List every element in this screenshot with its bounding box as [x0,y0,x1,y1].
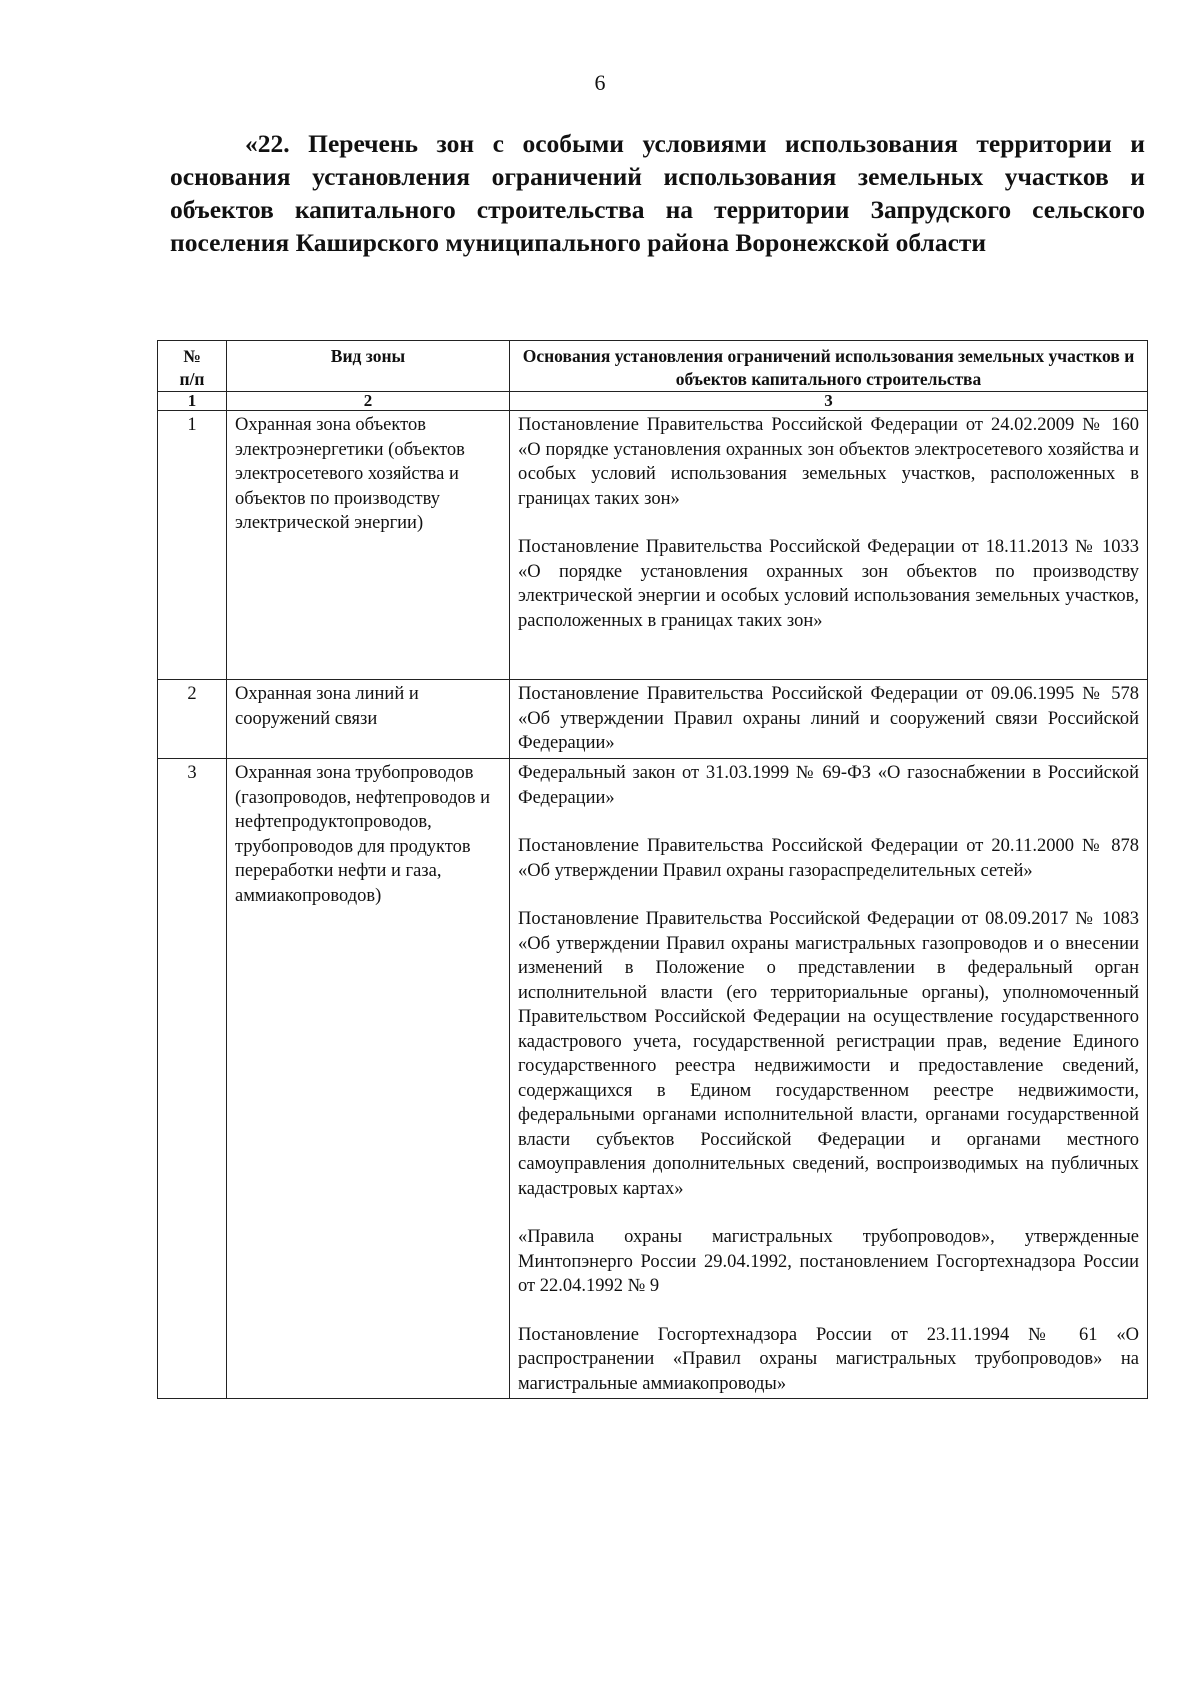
column-number: 1 [158,392,227,411]
column-number: 2 [227,392,510,411]
legal-basis [510,411,1148,680]
table-header-row [158,341,1148,392]
basis-item: Федеральный закон от 31.03.1999 № 69-ФЗ «О газоснабжении в Российской Федерации» [518,763,1139,808]
row-number: 3 [158,759,227,1399]
table-row [158,680,1148,759]
zone-type: Охранная зона линий и сооружений связи [227,680,510,759]
zone-type: Охранная зона трубопроводов (газопроводов, нефтепроводов и нефтепродуктопроводов, трубопроводов для продуктов переработки нефти и газа, аммиакопроводов) [227,759,510,1399]
header-num [158,341,227,392]
table-row [158,759,1148,1399]
basis-item: «Правила охраны магистральных трубопроводов», утвержденные Минтопэнерго России 29.04.1992, постановлением Госгортехнадзора России от 22.04.1992 № 9 [518,1227,1139,1296]
basis-item: Постановление Правительства Российской Федерации от 20.11.2000 № 878 «Об утверждении Правил охраны газораспределительных сетей» [518,836,1139,881]
legal-basis [510,759,1148,1399]
basis-item: Постановление Правительства Российской Федерации от 08.09.2017 № 1083 «Об утверждении Правил охраны магистральных газопроводов и о внесении изменений в Положение о представлении в федеральный орган исполнительной власти (его территориальные органы), уполномоченный Правительством Российской Федерации на осуществление государственного кадастрового учета, государственной регистрации прав, ведение Единого государственного реестра недвижимости и предоставление сведений, содержащихся в Едином государственном реестре недвижимости, федеральными органами исполнительной власти, органами государственной власти субъектов Российской Федерации и органами местного самоуправления дополнительных сведений, воспроизводимых на публичных кадастровых картах» [518,909,1139,1199]
column-numbers-row [158,392,1148,411]
section-heading: «22. Перечень зон с особыми условиями использования территории и основания установления ограничений использования земельных участков и объектов капитального строительства на территории Запрудского сельского поселения Каширского муниципального района Воронежской области [170,129,1145,257]
zones-table [157,340,1148,1399]
basis-item: Постановление Госгортехнадзора России от 23.11.1994 № 61 «О распространении «Правил охраны магистральных трубопроводов» на магистральные аммиакопроводы» [518,1324,1139,1394]
table-row [158,411,1148,680]
basis-item: Постановление Правительства Российской Федерации от 18.11.2013 № 1033 «О порядке установления охранных зон объектов по производству электрической энергии и особых условий использования земельных участков, расположенных в границах таких зон» [518,537,1139,631]
row-number: 2 [158,680,227,759]
column-number: 3 [510,392,1148,411]
header-basis: Основания установления ограничений использования земельных участков и объектов капитального строительства [510,341,1148,392]
zone-type: Охранная зона объектов электроэнергетики (объектов электросетевого хозяйства и объектов по производству электрической энергии) [227,411,510,680]
basis-item: Постановление Правительства Российской Федерации от 24.02.2009 № 160 «О порядке установления охранных зон объектов электросетевого хозяйства и особых условий использования земельных участков, расположенных в границах таких зон» [518,415,1139,509]
page-number: 6 [594,70,606,95]
basis-item: Постановление Правительства Российской Федерации от 09.06.1995 № 578 «Об утверждении Правил охраны линий и сооружений связи Российской Федерации» [518,684,1139,753]
header-zone: Вид зоны [227,341,510,392]
legal-basis [510,680,1148,759]
row-number: 1 [158,411,227,680]
header-num-label: № п/п [179,346,205,389]
